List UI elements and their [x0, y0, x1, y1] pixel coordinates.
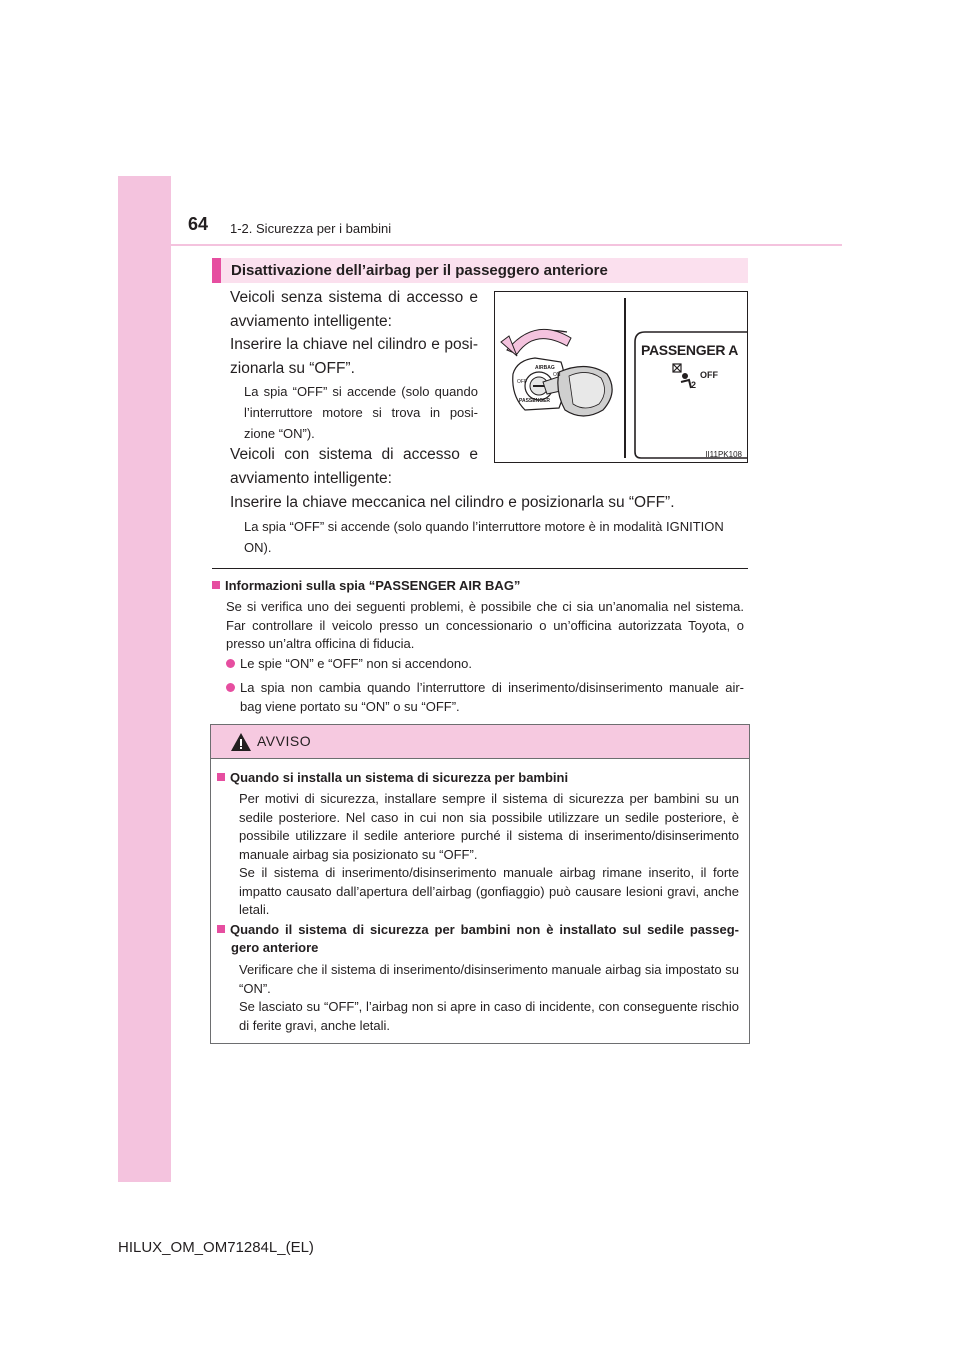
footer-code: HILUX_OM_OM71284L_(EL) [118, 1239, 314, 1256]
note-off-light-smart-2: ON). [244, 540, 272, 555]
warning-heading-1-text: Quando si installa un sistema di sicurezza per bambini [230, 770, 569, 785]
info-bullet-1-text: Le spie “ON” e “OFF” non si accendono. [240, 656, 472, 671]
warning-heading-2 [217, 921, 739, 940]
dot-bullet-icon [226, 659, 235, 668]
paragraph-no-smart-key-cont: avviamento intelligente: [230, 313, 392, 330]
section-title: Disattivazione dell’airbag per il passeggero anteriore [231, 262, 608, 279]
page-number: 64 [188, 214, 209, 234]
warning-paragraph-3: Verificare che il sistema di inserimento/disinserimento manuale airbag sia impostato su “ON”. [239, 962, 739, 996]
warning-paragraph-2: Se il sistema di inserimento/disinserimento manuale airbag rimane inserito, il forte impatto causato dall’apertura dell’airbag (gonfiaggio) può causare lesioni gravi, anche letali. [239, 865, 739, 917]
switch-off-label: OFF [517, 379, 527, 385]
warning-paragraph-1: Per motivi di sicurezza, installare sempre il sistema di sicurezza per bambini su un sedile posteriore. Nel caso in cui non sia possibile utilizzare un sedile posteriore, è possibile utilizzare il sedile anteriore purché il sistema di inserimento/disinserimento manuale airbag sia posizionato su “OFF”. [239, 791, 739, 862]
dot-bullet-icon [226, 683, 235, 692]
note-off-light-smart-1: La spia “OFF” si accende (solo quando l’interruttore motore è in modalità IGNITION [244, 519, 724, 534]
info-bullet-2-text: La spia non cambia quando l’interruttore di inserimento/disinserimento manuale air- [240, 680, 744, 695]
warning-header [211, 725, 749, 759]
panel-passenger-label: PASSENGER A [641, 342, 739, 358]
indicator-off-label: OFF [700, 370, 718, 380]
instruction-insert-key: Inserire la chiave nel cilindro e posi- [230, 336, 478, 353]
airbag-switch-illustration [494, 291, 748, 463]
warning-heading-2-cont: gero anteriore [231, 940, 319, 955]
paragraph-smart-key-cont: avviamento intelligente: [230, 470, 392, 487]
switch-passenger-label: PASSENGER [519, 398, 551, 404]
header-rule [171, 244, 842, 246]
warning-box [210, 724, 750, 1044]
section-divider [212, 568, 748, 569]
info-bullet-2 [226, 679, 744, 698]
switch-airbag-label: AIRBAG [535, 365, 555, 371]
note-off-light-1: La spia “OFF” si accende (solo quando [244, 384, 478, 399]
running-header: 1-2. Sicurezza per i bambini [230, 221, 392, 236]
note-off-light-2: l’interruttore motore si trova in posi- [244, 405, 478, 420]
info-title [212, 578, 520, 593]
warning-heading-2-text: Quando il sistema di sicurezza per bambini non è installato sul sedile passeg- [230, 922, 739, 937]
square-bullet-icon [217, 773, 225, 781]
info-bullet-1 [226, 655, 472, 674]
section-title-bar [212, 258, 748, 283]
paragraph-no-smart-key: Veicoli senza sistema di accesso e [230, 289, 478, 306]
info-title-text: Informazioni sulla spia “PASSENGER AIR BAG” [225, 578, 521, 593]
instruction-insert-key-cont: zionarla su “OFF”. [230, 360, 355, 377]
warning-triangle-icon [230, 732, 252, 752]
title-accent [212, 258, 221, 283]
info-bullet-2-cont: bag viene portato su “ON” o su “OFF”. [240, 699, 460, 714]
instruction-mechanical-key: Inserire la chiave meccanica nel cilindro e posizionarla su “OFF”. [230, 494, 675, 511]
switch-on-label: ON [553, 372, 561, 378]
indicator-seat-number: 2 [691, 380, 697, 390]
warning-paragraph-4: Se lasciato su “OFF”, l’airbag non si apre in caso di incidente, con conseguente rischio di ferite gravi, anche letali. [239, 999, 739, 1033]
warning-heading-1 [217, 769, 568, 788]
paragraph-smart-key: Veicoli con sistema di accesso e [230, 446, 478, 463]
side-tab-band [118, 176, 171, 1182]
warning-title: AVVISO [257, 733, 312, 749]
figure-code: II11PK108 [705, 450, 742, 459]
info-body: Se si verifica uno dei seguenti problemi, è possibile che ci sia un’anomalia nel sistema. Far controllare il veicolo presso un concessionario o un’officina autorizzata Toyota, o presso un’altra officina di fiducia. [226, 599, 744, 651]
square-bullet-icon [217, 925, 225, 933]
note-off-light-3: zione “ON”). [244, 426, 315, 441]
square-bullet-icon [212, 581, 220, 589]
